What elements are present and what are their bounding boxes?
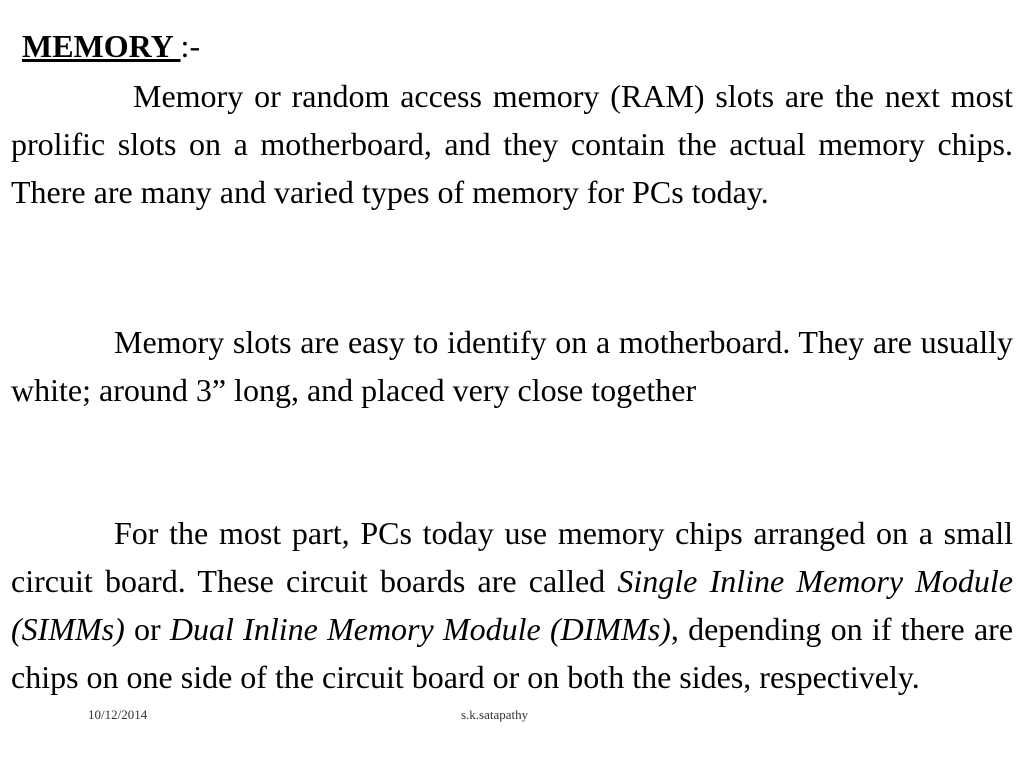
heading-title: MEMORY (22, 28, 181, 64)
paragraph-simm-dimm (11, 509, 1013, 701)
paragraph-text: or (124, 611, 170, 647)
paragraph-ram-slots: Memory or random access memory (RAM) slots are the next most prolific slots on a motherboard, and they contain the actual memory chips. There are many and varied types of memory for PCs today. (11, 78, 1013, 210)
footer-date: 10/12/2014 (88, 707, 148, 722)
footer-author: s.k.satapathy (461, 707, 529, 722)
heading-suffix: :- (180, 28, 201, 64)
paragraph-text: For the most part, PCs today use memory chips arranged on a small circuit board. These circuit boards are called (11, 515, 1013, 599)
slide-heading (22, 24, 200, 68)
dimm-term: Dual Inline Memory Module (DIMMs) (169, 611, 671, 647)
simm-term: Single Inline Memory Module (SIMMs) (11, 563, 1014, 647)
paragraph-memory-slots: Memory slots are easy to identify on a motherboard. They are usually white; around 3” long, and placed very close together (11, 324, 1013, 408)
paragraph-text: , depending on if there are chips on one side of the circuit board or on both the sides, respectively. (11, 611, 1014, 695)
